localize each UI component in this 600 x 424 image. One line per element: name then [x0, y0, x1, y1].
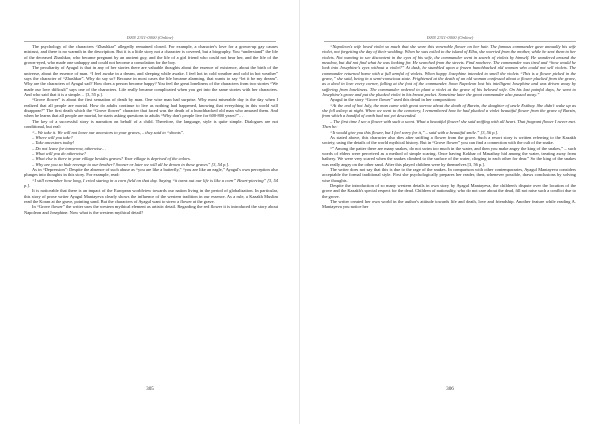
dialogue-line: – Do not leave for tomorrow, otherwise…: [32, 145, 106, 151]
dialogue-line: – What will you do otherwise?: [32, 150, 87, 156]
paragraph: “” Among the patter there are many snakes, do not swim too much in the water, and then you make angry the king of the snakes,” – such words of elders were perceived as a method of simple scaring. Once having Kokbar of Masatbay hid among the water, treating away from bathery. We were very scared when the snakes climbed to the surface of the water, clinging to each other for dear.” So the king of the snakes was really angry on the other sand. After this played children were by themselves [3, 56 p.].: [322, 145, 576, 167]
dialogue-line: – Why are you so hide revenge to our brother? Sooner or later we will all be drown in these graves” [3, 54 p.].: [32, 161, 230, 167]
dialogue-line: – Where will you take?: [32, 134, 73, 140]
paragraph: Despite the introduction of so many western details in own story by Ayagul Mantayeva, the children's dispute over the location of the grove and the Kazakh's special respect for the dead. Children of nationality, who do not care about the dead, fill not raise such a conflict due to the grove.: [322, 182, 576, 199]
quotation: – The first time I see a flower with such a scent. What a beautiful flower! she said sniffing with all heart. That fragrant flower I never met. Then he:: [322, 118, 576, 130]
paragraph: The writer created her own world in the author's attitude towards life and death, love and friendship. Another feature while reading A. Mantayeva you notice her: [322, 198, 576, 210]
paragraph: The key of a successful story is narration on behalf of a child. Therefore, the language, style is quite simple. Dialogues are not conditional, but real:: [24, 118, 278, 130]
paragraph: It is noticeable that there is an impact of the European worldview towards our nation living in the period of globalization. In particular, this story of prose writer Ayagul Mantayeva clearly shows the influence of the western tradition in our essence. As a rule, a Kazakh Muslim read the Koran at the grave, pointing sand. But the characters of Ayagul want to strew a flower at the grave.: [24, 188, 278, 204]
quotation: “I still remember how long, I cried staring in a corn field on that day. Saying “it turns out our life is like a corn” Heart-piercing” [3, 54 p.].: [24, 177, 278, 188]
right-page: [300, 0, 600, 424]
quotation: “At the end of hot July, the man came with great sorrow about the death of Burzin, the daughter of uncle Estibay. She didn't wake up as she fell asleep at night. When we went to the cemetery, I remembered how he had plucked a violet beautiful flower from the grave of Burzin, from which a handful of earth had not yet descended.: [322, 102, 576, 119]
paragraph: As stated above, this character also dies after sniffing a flower from the grave. Such a resort story is written referring to the Kazakh society, using the details of the world mythical history. But in “Grove flower” you can find a connection with the cult of the snake.: [322, 134, 576, 146]
right-running-head: ISSN 2311-0000 (Online): [300, 35, 600, 42]
dialogue-line: “– We take it. We will not leave our ancestors to your graves, – they said to “shoots”.: [32, 129, 185, 135]
right-page-body: [322, 44, 576, 210]
left-page-number: 305: [146, 386, 154, 392]
legend-quotation: “Napoleon's wife loved violet so much that she wore this venerable flower on her hair. The famous commander gave annually his wife violet, not forgetting the day of their wedding. When he was exiled to the island of Elba, she worried from the mother, while he sent them to her violets. Not wanting to see discontent in the eyes of his wife, the commander went in search of violets by himself. He wandered around the meadow, but did not find what he was looking for. He searched from the streets. Find nowhere. The commander was tired and “how would he look into Josephine's eyes without a violet?” At dusk, he stumbled upon a frozen hunchbacked old woman who could not sell violets. The commander returned home with a full armful of violets. When happy Josephine intended to smell the violets “This is a flower picked in the grave,” she said, being in a semi-conscious state. Frightened at the death of an old woman confessed about a flower plucked from the grave, as a deed in love every corner, falling at the foot of the commander. Soon Napoleon lost his intelligent Josephine and was driven away by suffering from loneliness. The commander ordered to plant a violet at the grave of his beloved wife. On his last painful days, he went to Josephine's grave and put the plucked violet in his breast pocket. Sometime later the great commander also passed away.”: [322, 44, 576, 98]
left-running-head: ISSN 2311-0000 (Online): [0, 35, 300, 42]
dialogue-line: – What else is there in your village besides graves? Your village is deprived of the colors.: [32, 156, 191, 162]
paragraph: The peculiarity of Ayagul is that in any of her stories there are valuable thoughts about the essence of existence, about the birth of the universe, about the essence of man. “I feel awake in a dream, and sleeping while awake. I feel hot in cold weather and cold in hot weather” says the character of “Zhashkar”. Why do say so? Because in most cases the life became alarming, that wants to say “let it be my dream”. Why are the characters of Ayagul sad? How does a person become happy? You feel the great loneliness of the characters from two stories “We made our love difficult” says one of the characters. Life really became complicated when you get into the same stories with her characters. And who said that it is a simple… [3, 55 p.].: [24, 65, 278, 98]
paragraph: Ayagul in the story “Grove flower” used this detail in her composition:: [330, 97, 456, 103]
paragraph: “Grove flower” is about the first sensation of death by man. One wise man had surprise. Why most miserable day is the day when I realized that all people are mortal. How do adults continue to live as nothing had happened, knowing that everything in this world will disappear?” The first death which the “Grove flower” character that faced was the death of a hunchbacked old man who amused them. And when he learns that all people are mortal, he starts asking questions to adults “Why don't people live for 600-800 years?”…: [24, 97, 278, 119]
paragraph: In “Grove flower” the writer uses the western mythical element as artistic detail. Regarding the red flower it is introduced the story about Napoleon and Josephine. Now what is the western mythical detail?: [24, 204, 278, 215]
paragraph: The psychology of the characters “Zhashkar” allegedly remained closed. For example, a character's love for a grown-up gay causes mistrust, and there is no warmth in the description. But it is a little story not a character is covered, but a biography. You “understand” the life of the deceased Zhashkar, who became pregnant by an ancient guy, and the life of a girl friend who could not bear her, and the life of the grown-eyed, who made one unhappy and could not become a consolation for the boy.: [24, 44, 278, 66]
paragraph: The writer does not say that this is due to the rage of the snakes. In comparison with other contemporaries, Ayagul Mantayeva considers acceptable the formal traditional style. First she psychologically prepares her reader, then, whenever possible, draws conclusions by solving wise thoughts.: [322, 166, 576, 183]
left-page-body: [24, 44, 278, 215]
right-page-number: 306: [446, 386, 454, 392]
dialogue-line: – Take ancestors today!: [32, 140, 75, 146]
paragraph: As in “Depression”: Despite the absence of such abuse as “you are like a butterfly,” “you are like an eagle,” Ayagul's own perception also plunges into thoughts in this story. For example, read:: [24, 166, 278, 178]
quotation: “It would give you this flower, but I feel sorry for it,” – said with a beautiful smile.” [3, 56 p.].: [330, 129, 499, 135]
